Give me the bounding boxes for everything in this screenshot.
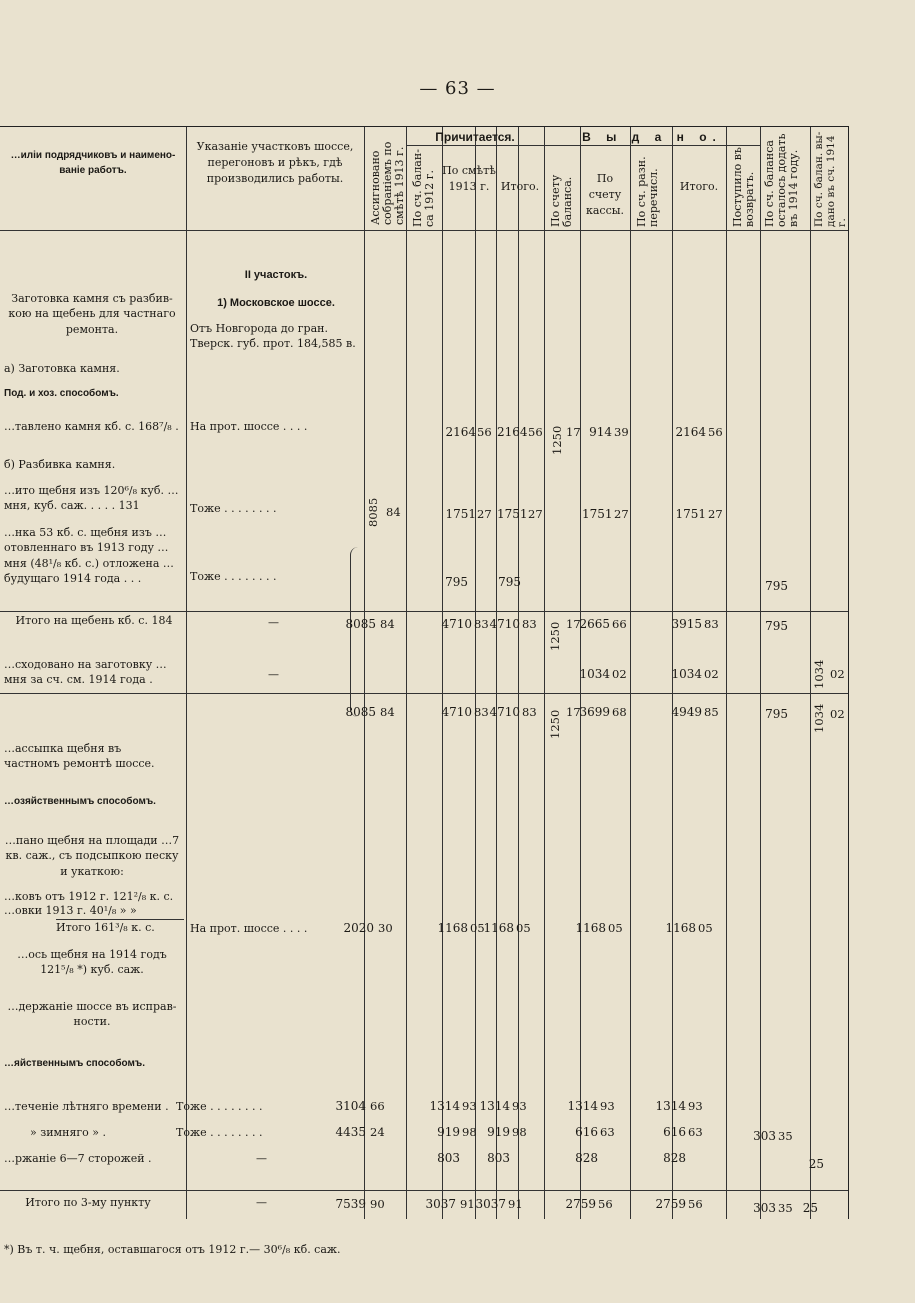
label-method-3: …яйственнымъ способомъ. (4, 1058, 145, 1069)
r7-assigned-k: 30 (378, 921, 393, 935)
label-stone-harvest: а) Заготовка камня. (4, 362, 120, 375)
r7-due-tot-k: 05 (516, 921, 531, 935)
label-maintenance: …держаніе шоссе въ исправ-ности. (7, 1000, 177, 1029)
ledger-table (0, 126, 849, 1219)
r11-due-est-k: 91 (460, 1197, 475, 1211)
r6-assigned-k: 84 (380, 705, 395, 719)
r4-paid-tot-k: 83 (704, 617, 719, 631)
r6-remain: 795 (765, 707, 788, 721)
r1-due-est: 2164 (445, 425, 476, 439)
r10-iss: 25 (808, 1157, 824, 1171)
r7-paid-cash-k: 05 (608, 921, 623, 935)
r2-assigned-k: 84 (386, 505, 401, 519)
r11-paid-cash: 2759 (565, 1197, 596, 1211)
r6-due-est: 4710 (441, 705, 472, 719)
place-r8: Тоже . . . . . . . . (176, 1100, 263, 1113)
r11-remain-k: 35 (778, 1201, 793, 1215)
label-spent-1914: …сходовано на заготовку …мня за сч. см. 1914 года . (4, 658, 167, 687)
r4-due-tot: 4710 (489, 617, 520, 631)
r9-due-tot-k: 98 (512, 1125, 527, 1139)
header-paid-other: По сч. разн. перечисл. (635, 156, 661, 227)
label-gravel-crushed: …ито щебня изъ 120⁶/₈ куб. …мня, куб. саж. . . . . 131 (4, 484, 179, 513)
r10-paid-tot: 828 (663, 1151, 686, 1165)
r8-assigned: 3104 (335, 1099, 366, 1113)
r2-due-est: 1751 (445, 507, 476, 521)
place-r1: На прот. шоссе . . . . (190, 420, 308, 433)
r8-due-est: 1314 (429, 1099, 460, 1113)
section-title: II участокъ. (244, 269, 308, 281)
r2-assigned: 8085 (366, 497, 380, 527)
place-r4: — (268, 616, 279, 629)
r1-due-tot: 2164 (497, 425, 528, 439)
r4-due-est-k: 83 (474, 617, 489, 631)
label-stone-crushing: б) Разбивка камня. (4, 458, 116, 471)
label-winter: » зимняго » . (30, 1126, 106, 1139)
r9-assigned: 4435 (335, 1125, 366, 1139)
label-stock-1913: …овки 1913 г. 40¹/₈ » » (4, 904, 137, 917)
r4-paid-bal-k: 17 (566, 617, 581, 631)
section-road: 1) Московское шоссе. (217, 297, 335, 309)
r5-iss-k: 02 (830, 667, 845, 681)
r5-paid-cash-k: 02 (612, 667, 627, 681)
r2-paid-cash-k: 27 (614, 507, 629, 521)
footnote: *) Въ т. ч. щебня, оставшагося отъ 1912 г.— 30⁶/₈ кб. саж. (4, 1243, 341, 1256)
label-method-2: …озяйственнымъ способомъ. (4, 796, 156, 807)
r11-paid-tot-k: 56 (688, 1197, 703, 1211)
header-assigned: Ассигновано собраніемъ по смѣтѣ 1913 г. (369, 141, 407, 225)
label-method-1: Под. и хоз. способомъ. (4, 388, 119, 399)
r7-due-est-k: 05 (470, 921, 485, 935)
r1-paid-tot: 2164 (675, 425, 706, 439)
label-guards: …ржаніе 6—7 сторожей . (4, 1152, 152, 1165)
r7-due-est: 1168 (437, 921, 468, 935)
r3-remain: 795 (765, 579, 788, 593)
r9-remain-k: 35 (778, 1129, 793, 1143)
r4-remain: 795 (765, 619, 788, 633)
label-gravel-1914: …ось щебня на 1914 годъ 121⁵/₈ *) куб. саж. (17, 948, 167, 977)
r9-due-tot: 919 (487, 1125, 510, 1139)
place-r11: — (256, 1196, 267, 1209)
r6-paid-bal: 1250 (548, 709, 562, 739)
r3-due-est: 795 (445, 575, 468, 589)
place-r7: На прот. шоссе . . . . (190, 922, 308, 935)
r11-assigned-k: 90 (370, 1197, 385, 1211)
r1-paid-cash: 914 (589, 425, 612, 439)
r11-paid-tot: 2759 (655, 1197, 686, 1211)
r9-paid-cash-k: 63 (600, 1125, 615, 1139)
r8-due-tot-k: 93 (512, 1099, 527, 1113)
r1-paid-tot-k: 56 (708, 425, 723, 439)
r9-paid-tot-k: 63 (688, 1125, 703, 1139)
r6-assigned: 8085 (345, 705, 376, 719)
section-from: Отъ Новгорода до гран. Тверск. губ. прот. 184,585 в. (190, 322, 356, 351)
r7-paid-tot: 1168 (665, 921, 696, 935)
header-group-paid: В ы д а н о. (582, 130, 722, 144)
r9-assigned-k: 24 (370, 1125, 385, 1139)
r4-paid-tot: 3915 (671, 617, 702, 631)
r2-due-tot: 1751 (497, 507, 528, 521)
header-group-due: Причитается. (435, 130, 515, 144)
r10-paid-cash: 828 (575, 1151, 598, 1165)
r1-due-est-k: 56 (477, 425, 492, 439)
label-total-point3: Итого по 3-му пункту (25, 1196, 151, 1209)
r1-paid-cash-k: 39 (614, 425, 629, 439)
r6-iss-k: 02 (830, 707, 845, 721)
header-paid-cash: По счету кассы. (585, 172, 624, 217)
label-gravel-total: Итого на щебень кб. с. 184 (15, 614, 173, 627)
label-stone-prep: Заготовка камня съ разбив-кою на щебень для частнаго ремонта. (8, 292, 176, 336)
header-paid-balance: По счету баланса. (549, 174, 575, 227)
header-issued-1914: По сч. балан. вы-дано въ сч. 1914 г. (813, 131, 849, 227)
r6-due-est-k: 83 (474, 705, 489, 719)
r1-due-tot-k: 56 (528, 425, 543, 439)
r11-assigned: 7539 (335, 1197, 366, 1211)
r2-paid-tot-k: 27 (708, 507, 723, 521)
place-r9: Тоже . . . . . . . . (176, 1126, 263, 1139)
r4-due-est: 4710 (441, 617, 472, 631)
r8-due-tot: 1314 (479, 1099, 510, 1113)
header-paid-total: Итого. (679, 180, 719, 193)
r9-paid-tot: 616 (663, 1125, 686, 1139)
r11-remain: 303 (753, 1201, 776, 1215)
r2-due-tot-k: 27 (528, 507, 543, 521)
r11-iss: 25 (802, 1201, 818, 1215)
r6-paid-tot: 4949 (671, 705, 702, 719)
header-due-estimate: По смѣтѣ 1913 г. (442, 164, 496, 193)
r7-paid-tot-k: 05 (698, 921, 713, 935)
r11-due-tot: 3037 (475, 1197, 506, 1211)
r11-due-tot-k: 91 (508, 1197, 523, 1211)
r8-due-est-k: 93 (462, 1099, 477, 1113)
place-r5: — (268, 668, 279, 681)
label-gravel-deferred: …нка 53 кб. с. щебня изъ …отовленнаго въ 1913 году …мня (48¹/₈ кб. с.) отложена …будущаго 1914 года . . . (4, 526, 174, 586)
r7-due-tot: 1168 (483, 921, 514, 935)
label-stock-1912: …ковъ отъ 1912 г. 121²/₈ к. с. (4, 890, 174, 903)
r2-due-est-k: 27 (477, 507, 492, 521)
r10-due-est: 803 (437, 1151, 460, 1165)
r9-remain: 303 (753, 1129, 776, 1143)
r2-paid-cash: 1751 (582, 507, 613, 521)
r4-paid-cash-k: 66 (612, 617, 627, 631)
r1-paid-bal-k: 17 (566, 425, 581, 439)
r4-paid-cash: 2665 (579, 617, 610, 631)
r9-due-est: 919 (437, 1125, 460, 1139)
r8-paid-tot: 1314 (655, 1099, 686, 1113)
label-spread-area: …пано щебня на площади …7 кв. саж., съ подсыпкою песку и укаткою: (4, 834, 180, 878)
r7-paid-cash: 1168 (575, 921, 606, 935)
r5-paid-tot: 1034 (671, 667, 702, 681)
page-number: — 63 — (419, 78, 496, 99)
r8-paid-cash: 1314 (567, 1099, 598, 1113)
r3-due-tot: 795 (498, 575, 521, 589)
r11-paid-cash-k: 56 (598, 1197, 613, 1211)
r9-due-est-k: 98 (462, 1125, 477, 1139)
r6-iss: 1034 (812, 703, 826, 733)
r5-paid-tot-k: 02 (704, 667, 719, 681)
r4-paid-bal: 1250 (548, 621, 562, 651)
r7-assigned: 2020 (343, 921, 374, 935)
r4-due-tot-k: 83 (522, 617, 537, 631)
label-summer: …теченіе лѣтняго времени . (4, 1100, 169, 1113)
header-works: …иліи подрядчиковъ и наимено-ваніе работъ. (10, 150, 176, 176)
header-returned: Поступило въ возвратъ. (731, 147, 757, 227)
header-due-balance: По сч. балан-са 1912 г. (411, 149, 437, 227)
place-r10: — (256, 1152, 267, 1165)
r6-due-tot: 4710 (489, 705, 520, 719)
r1-paid-bal: 1250 (550, 425, 564, 455)
r6-paid-tot-k: 85 (704, 705, 719, 719)
r10-due-tot: 803 (487, 1151, 510, 1165)
header-remain: По сч. баланса осталось додать въ 1914 году. (763, 133, 801, 227)
label-gravel-spreading: …ассыпка щебня въ частномъ ремонтѣ шоссе. (4, 742, 155, 771)
r6-paid-cash-k: 68 (612, 705, 627, 719)
label-stone-delivered: …тавлено камня кб. с. 168⁷/₈ . (4, 420, 179, 433)
label-stock-total: Итого 161³/₈ к. с. (56, 919, 184, 935)
r9-paid-cash: 616 (575, 1125, 598, 1139)
header-due-total: Итого. (500, 180, 540, 193)
r8-assigned-k: 66 (370, 1099, 385, 1113)
r11-due-est: 3037 (425, 1197, 456, 1211)
brace (350, 547, 361, 717)
place-r3: Тоже . . . . . . . . (190, 570, 277, 583)
place-r2: Тоже . . . . . . . . (190, 502, 277, 515)
r6-paid-bal-k: 17 (566, 705, 581, 719)
r4-assigned: 8085 (345, 617, 376, 631)
r5-paid-cash: 1034 (579, 667, 610, 681)
r4-assigned-k: 84 (380, 617, 395, 631)
r6-paid-cash: 3699 (579, 705, 610, 719)
header-places: Указаніе участковъ шоссе, перегоновъ и рѣкъ, гдѣ производились работы. (196, 140, 354, 185)
r8-paid-tot-k: 93 (688, 1099, 703, 1113)
r2-paid-tot: 1751 (675, 507, 706, 521)
r6-due-tot-k: 83 (522, 705, 537, 719)
r5-iss: 1034 (812, 659, 826, 689)
r8-paid-cash-k: 93 (600, 1099, 615, 1113)
